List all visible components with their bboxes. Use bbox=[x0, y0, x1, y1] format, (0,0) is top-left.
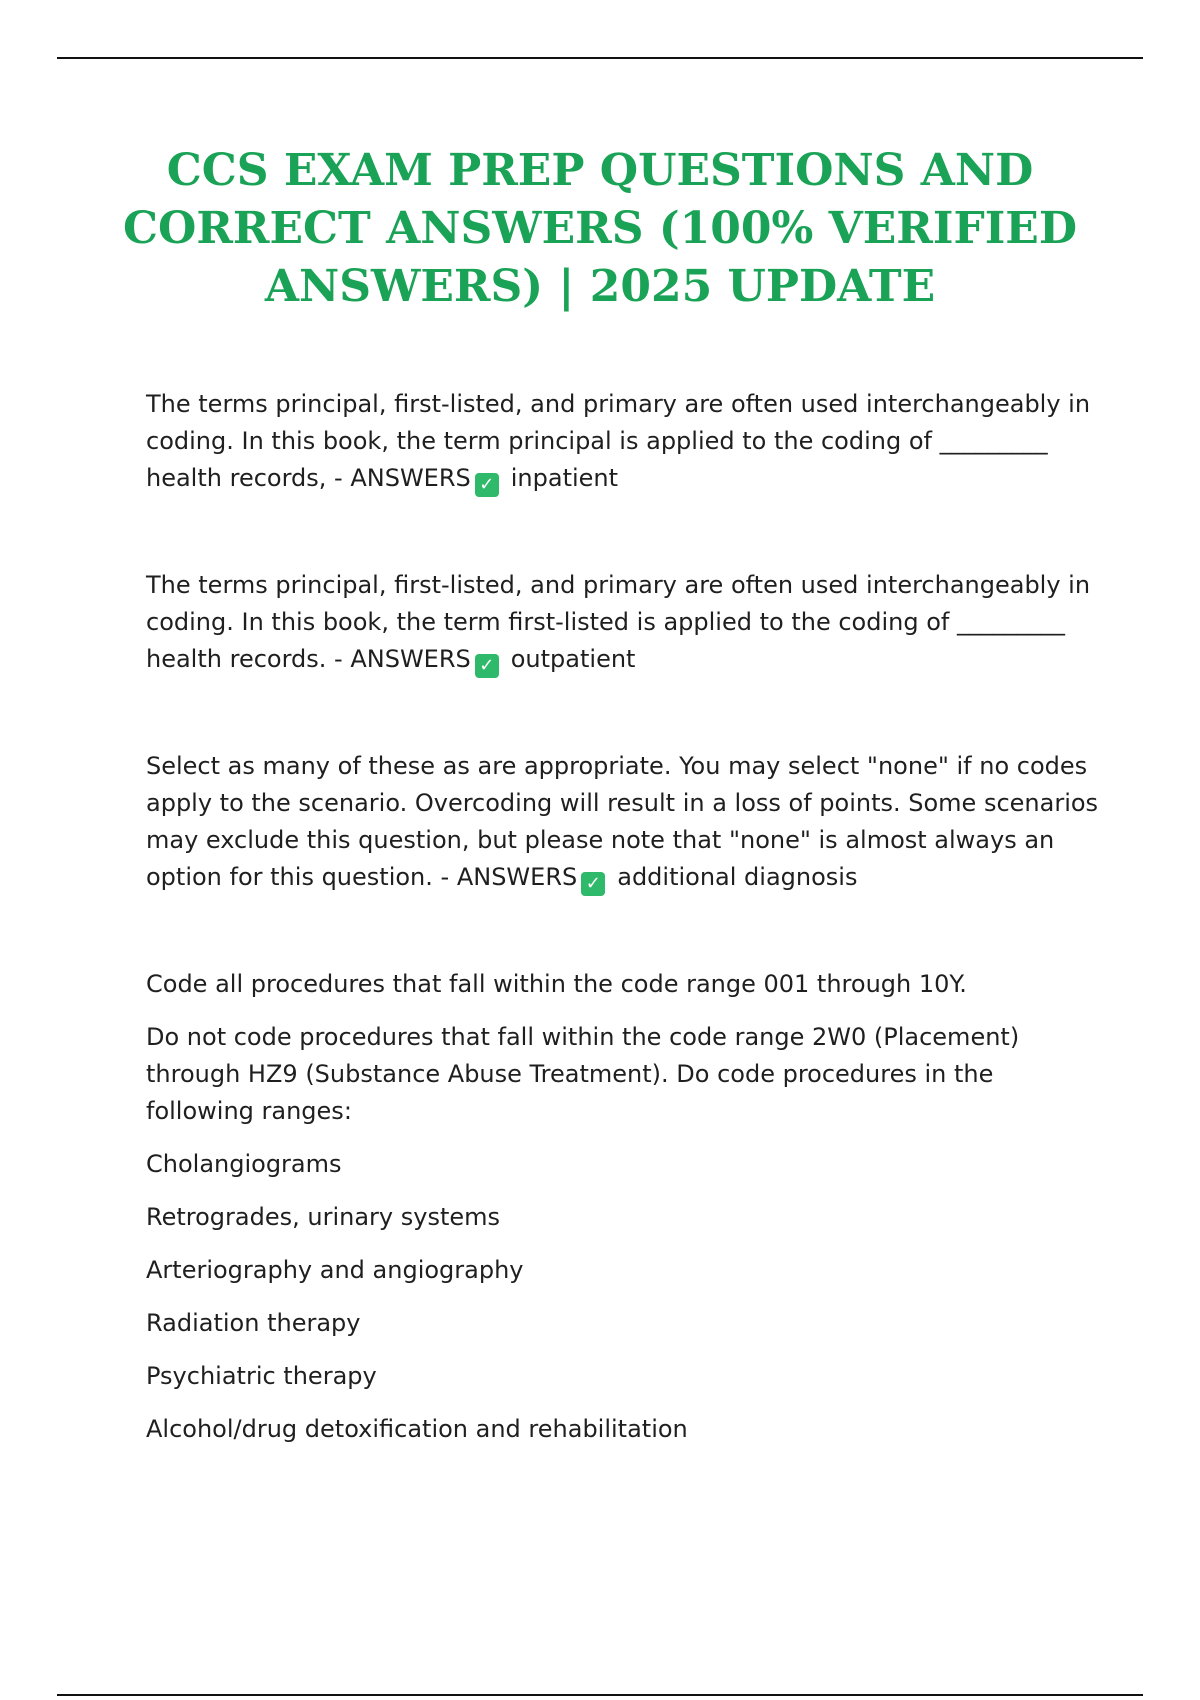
qa-item bbox=[146, 386, 1106, 497]
answer-text: outpatient bbox=[510, 645, 636, 673]
answer-text: additional diagnosis bbox=[617, 863, 858, 891]
top-rule bbox=[57, 57, 1143, 59]
document-title: CCS EXAM PREP QUESTIONS AND CORRECT ANSWERS (100% VERIFIED ANSWERS) | 2025 UPDATE bbox=[123, 145, 1077, 312]
question-text: The terms principal, first-listed, and primary are often used interchangeably in coding. In this book, the term first-listed is applied to the coding of _________ health records. bbox=[146, 571, 1091, 673]
answer-marker: - ANSWERS bbox=[334, 645, 471, 673]
question-text: Select as many of these as are appropriate. You may select "none" if no codes apply to the scenario. Overcoding will result in a loss of points. Some scenarios may exclude this question, but please note that "none" is almost always an option for this question. bbox=[146, 752, 1099, 891]
answer-marker: - ANSWERS bbox=[440, 863, 578, 891]
range-item: Psychiatric therapy bbox=[146, 1362, 377, 1390]
qa-item bbox=[146, 748, 1106, 896]
bottom-rule bbox=[57, 1694, 1143, 1696]
range-item: Arteriography and angiography bbox=[146, 1256, 524, 1284]
check-icon: ✓ bbox=[581, 872, 605, 896]
answer-text: inpatient bbox=[510, 464, 619, 492]
instruction-line: Code all procedures that fall within the code range 001 through 10Y. bbox=[146, 970, 967, 998]
range-item: Radiation therapy bbox=[146, 1309, 361, 1337]
range-item: Retrogrades, urinary systems bbox=[146, 1203, 500, 1231]
instruction-line: Do not code procedures that fall within the code range 2W0 (Placement) through HZ9 (Substance Abuse Treatment). Do code procedures in the following ranges: bbox=[146, 1023, 1020, 1125]
range-item: Cholangiograms bbox=[146, 1150, 342, 1178]
check-icon: ✓ bbox=[475, 473, 499, 497]
check-icon: ✓ bbox=[475, 654, 499, 678]
range-item: Alcohol/drug detoxification and rehabilitation bbox=[146, 1415, 688, 1443]
question-text: The terms principal, first-listed, and primary are often used interchangeably in coding. In this book, the term principal is applied to the coding of _________ health records, bbox=[146, 390, 1091, 492]
answer-marker: - ANSWERS bbox=[334, 464, 471, 492]
qa-item bbox=[146, 567, 1106, 678]
document-body bbox=[146, 386, 1106, 1464]
